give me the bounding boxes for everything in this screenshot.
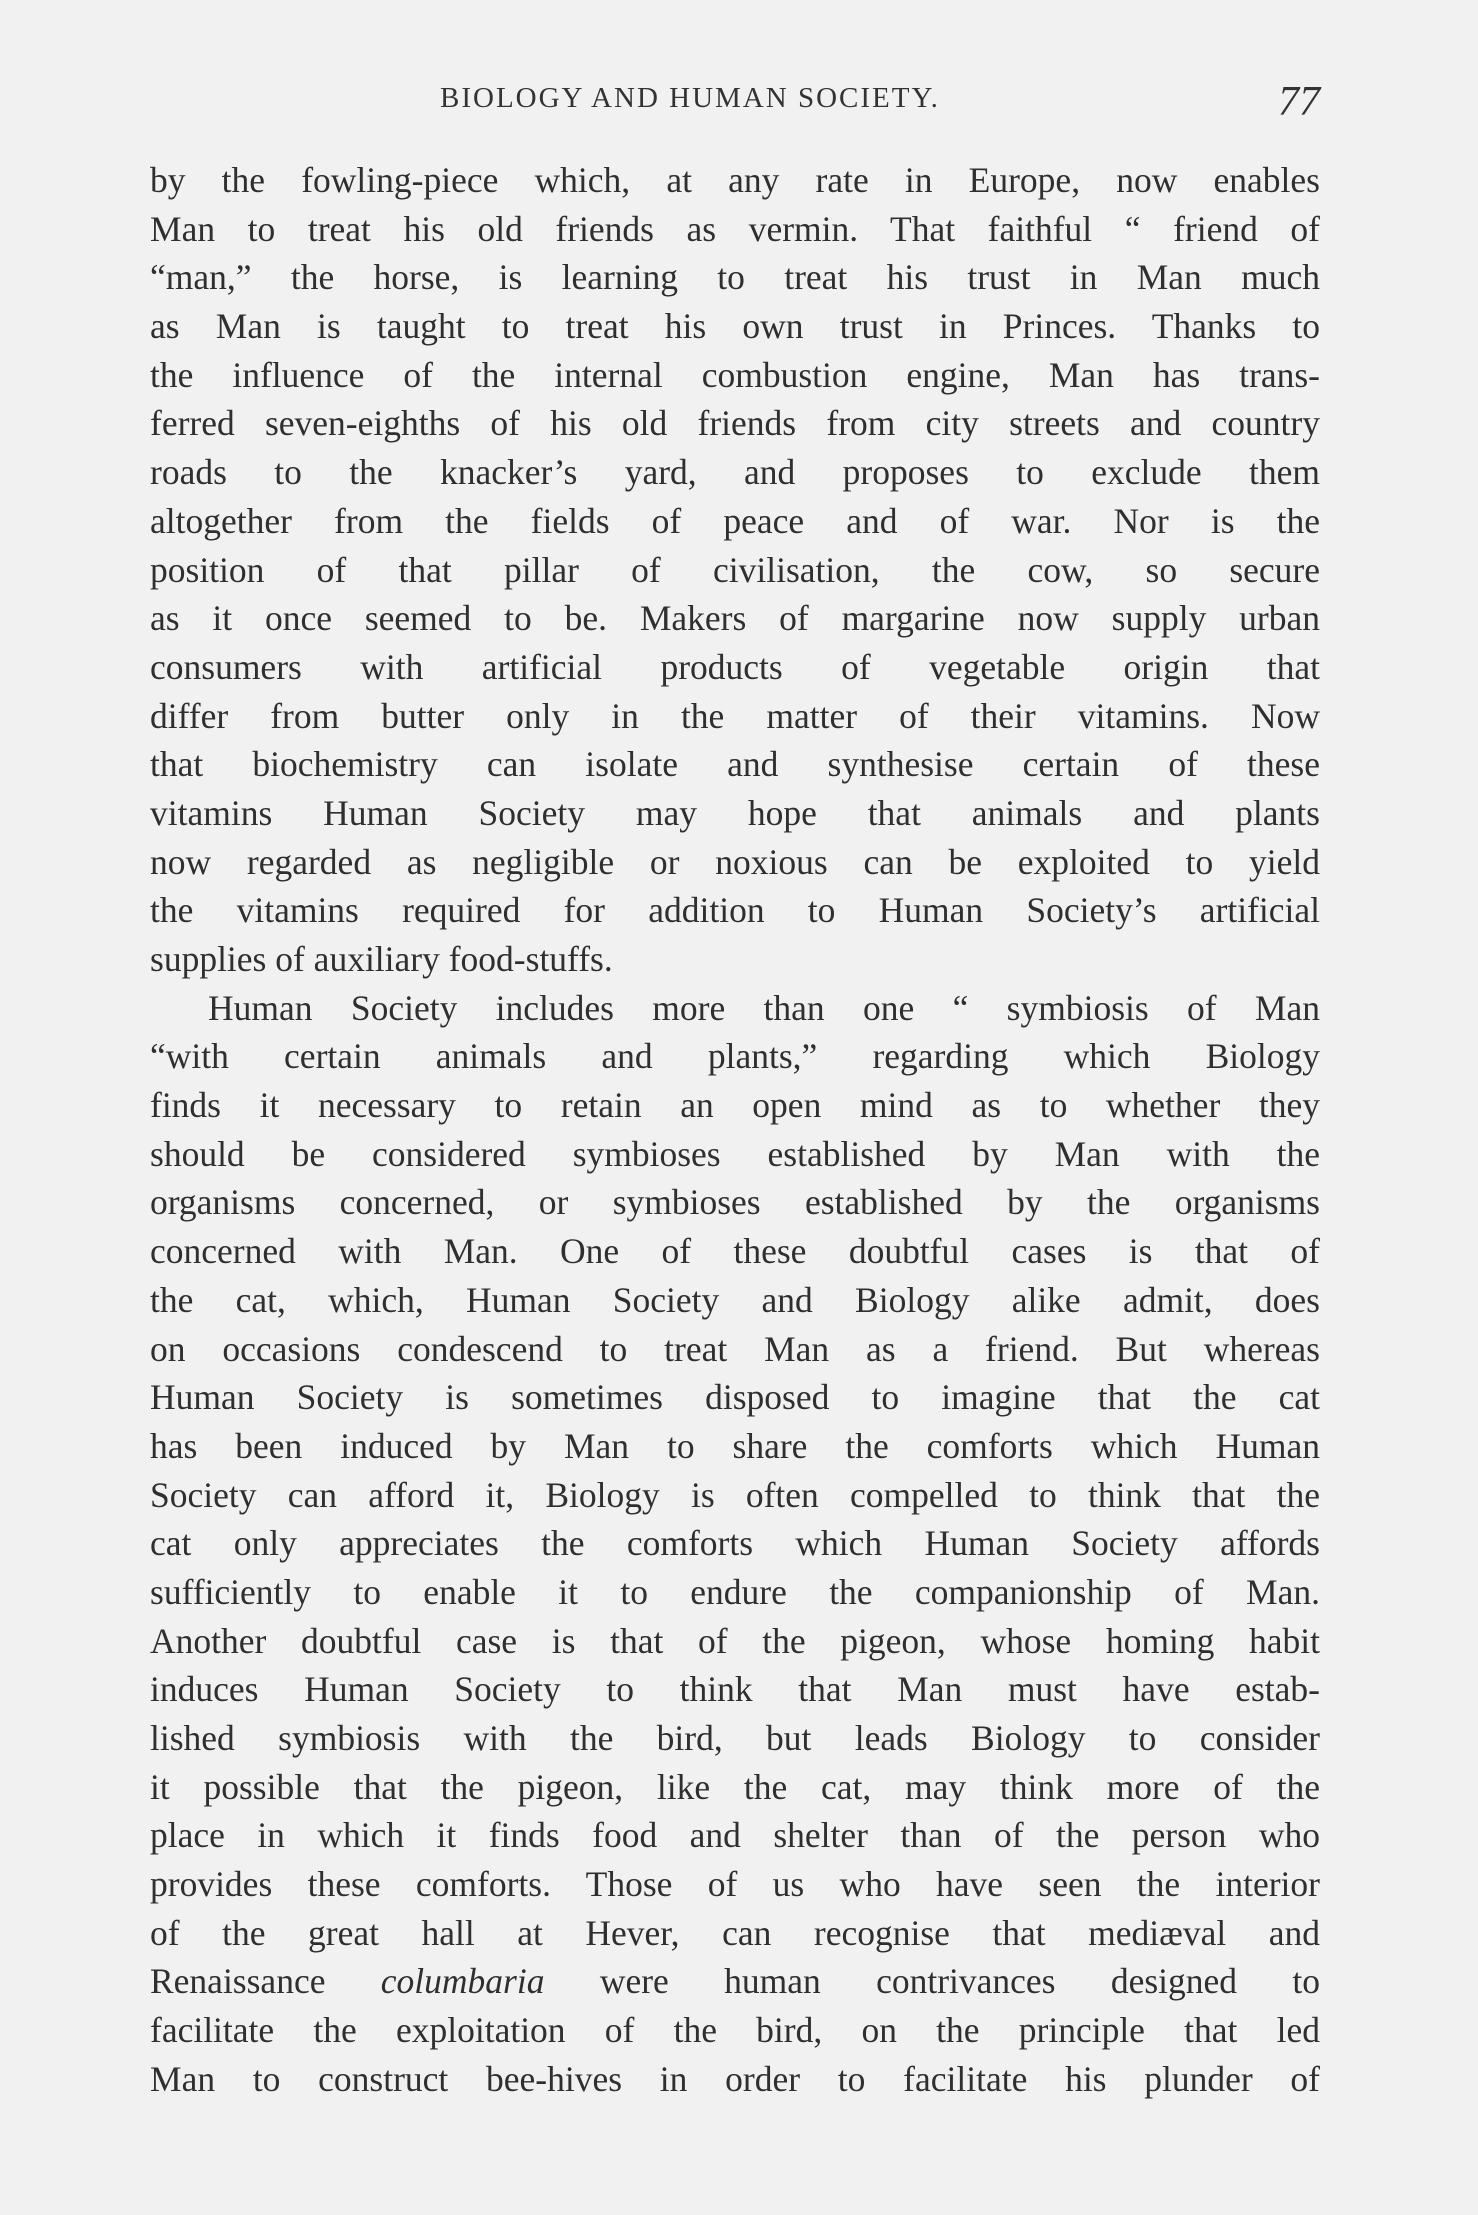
text-line: vitamins Human Society may hope that animals and plants: [150, 792, 1320, 833]
text-line: now regarded as negligible or noxious can be exploited to yield: [150, 841, 1320, 882]
text-line: Human Society is sometimes disposed to imagine that the cat: [150, 1377, 1320, 1418]
text-line: it possible that the pigeon, like the cat, may think more of the: [150, 1766, 1320, 1807]
text-line: finds it necessary to retain an open mind as to whether they: [150, 1085, 1320, 1126]
text-line: lished symbiosis with the bird, but leads Biology to consider: [150, 1718, 1320, 1758]
text-line: on occasions condescend to treat Man as a friend. But whereas: [150, 1328, 1320, 1369]
text-line: place in which it finds food and shelter than of the person who: [150, 1815, 1320, 1856]
text-line: supplies of auxiliary food-stuffs.: [150, 939, 613, 979]
italic-term: columbaria: [380, 1961, 545, 2002]
text-line: sufficiently to enable it to endure the companionship of Man.: [150, 1571, 1320, 1612]
text-line: position of that pillar of civilisation, the cow, so secure: [150, 549, 1320, 590]
paragraph-2: [150, 984, 1320, 2104]
text-segment: Renaissance: [150, 1961, 381, 2002]
text-line: as it once seemed to be. Makers of margarine now supply urban: [150, 598, 1320, 639]
text-line: differ from butter only in the matter of their vitamins. Now: [150, 695, 1320, 736]
text-line: Human Society includes more than one “ symbiosis of Man: [208, 987, 1320, 1028]
text-line: roads to the knacker’s yard, and proposes to exclude them: [150, 452, 1320, 493]
text-line: of the great hall at Hever, can recognise that mediæval and: [150, 1912, 1320, 1953]
text-line: Society can afford it, Biology is often compelled to think that the: [150, 1474, 1320, 1515]
text-line: the influence of the internal combustion engine, Man has trans-: [150, 354, 1320, 395]
text-line: should be considered symbioses established by Man with the: [150, 1133, 1320, 1174]
text-line: as Man is taught to treat his own trust in Princes. Thanks to: [150, 306, 1320, 347]
text-line: has been induced by Man to share the comforts which Human: [150, 1425, 1320, 1466]
text-line: ferred seven-eighths of his old friends from city streets and country: [150, 403, 1320, 444]
text-line: organisms concerned, or symbioses established by the organisms: [150, 1182, 1320, 1223]
text-segment: were human contrivances designed to: [544, 1961, 1320, 2002]
text-line: cat only appreciates the comforts which Human Society affords: [150, 1523, 1320, 1564]
text-line: the cat, which, Human Society and Biology alike admit, does: [150, 1279, 1320, 1320]
text-line: consumers with artificial products of vegetable origin that: [150, 646, 1320, 687]
text-line: concerned with Man. One of these doubtful cases is that of: [150, 1231, 1320, 1272]
body-text: [150, 156, 1320, 2104]
text-line: Another doubtful case is that of the pigeon, whose homing habit: [150, 1620, 1320, 1661]
text-line: induces Human Society to think that Man must have estab-: [150, 1669, 1320, 1710]
paragraph-1: [150, 156, 1320, 984]
text-line: altogether from the fields of peace and of war. Nor is the: [150, 500, 1320, 541]
text-line: by the fowling-piece which, at any rate in Europe, now enables: [150, 160, 1320, 200]
text-line: “man,” the horse, is learning to treat his trust in Man much: [150, 257, 1320, 298]
text-line: provides these comforts. Those of us who have seen the interior: [150, 1864, 1320, 1905]
text-line: “with certain animals and plants,” regarding which Biology: [150, 1036, 1320, 1077]
text-line: that biochemistry can isolate and synthesise certain of these: [150, 744, 1320, 785]
running-head: [150, 78, 1320, 138]
text-line: [150, 1957, 1320, 2006]
text-line: Man to treat his old friends as vermin. That faithful “ friend of: [150, 208, 1320, 249]
text-line: Man to construct bee-hives in order to facilitate his plunder of: [150, 2058, 1320, 2099]
page-number: 77: [1278, 79, 1320, 125]
text-line: the vitamins required for addition to Human Society’s artificial: [150, 890, 1320, 931]
running-title: BIOLOGY AND HUMAN SOCIETY.: [440, 82, 940, 114]
text-line: facilitate the exploitation of the bird, on the principle that led: [150, 2010, 1320, 2051]
